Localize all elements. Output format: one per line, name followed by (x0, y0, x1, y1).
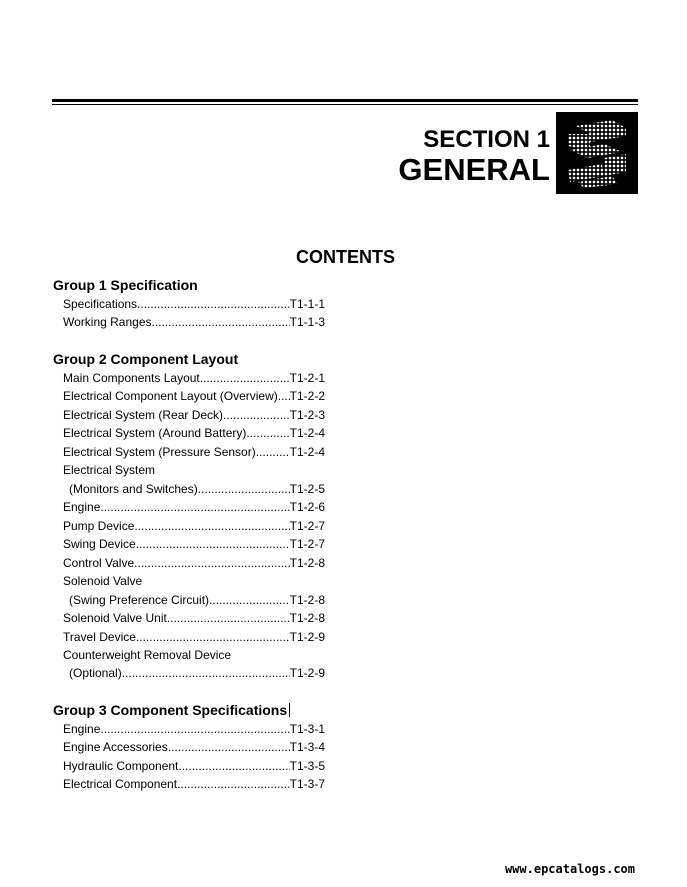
toc-leader-dots (223, 408, 290, 422)
header-rule-thick (52, 99, 638, 102)
toc-entry[interactable] (63, 759, 325, 773)
toc-entry[interactable] (63, 500, 325, 514)
toc-entry-label: (Optional) (69, 666, 122, 680)
contents-heading: CONTENTS (296, 247, 395, 267)
group-3-title (53, 702, 290, 718)
toc-entry-heading[interactable]: Electrical System (63, 463, 156, 477)
toc-entry-label: Working Ranges (63, 315, 152, 329)
toc-entry-label: Hydraulic Component (63, 759, 179, 773)
toc-leader-dots (278, 389, 290, 403)
toc-entry-page: T1-3-7 (289, 777, 325, 791)
toc-entry-label: Engine (63, 722, 101, 736)
toc-leader-dots (100, 722, 289, 736)
toc-entry-heading[interactable]: Counterweight Removal Device (63, 648, 232, 662)
toc-entry-label: Main Components Layout (63, 371, 200, 385)
toc-entry-page: T1-2-8 (289, 593, 325, 607)
toc-leader-dots (168, 740, 290, 754)
toc-entry-label: Electrical Component Layout (Overview) (63, 389, 278, 403)
toc-leader-dots (177, 777, 290, 791)
toc-entry[interactable] (63, 297, 325, 311)
toc-entry[interactable] (63, 408, 325, 422)
toc-entry-label: (Monitors and Switches) (69, 482, 198, 496)
toc-entry-label: Electrical System (Pressure Sensor) (63, 445, 256, 459)
toc-entry[interactable] (63, 611, 325, 625)
section-number: SECTION 1 (423, 126, 550, 153)
toc-entry-label: Control Valve (63, 556, 135, 570)
footer-url-link[interactable]: www.epcatalogs.com (504, 862, 635, 876)
toc-leader-dots (209, 593, 290, 607)
toc-leader-dots (134, 556, 290, 570)
toc-entry[interactable] (63, 722, 325, 736)
group-1-title: Group 1 Specification (53, 277, 198, 293)
toc-leader-dots (167, 611, 290, 625)
toc-leader-dots (137, 297, 290, 311)
toc-entry[interactable] (63, 630, 325, 644)
toc-entry-page: T1-2-3 (289, 408, 325, 422)
toc-entry-label: Swing Device (63, 537, 136, 551)
toc-entry-label: Electrical System (Rear Deck) (63, 408, 224, 422)
toc-entry-page: T1-2-8 (289, 556, 325, 570)
toc-entry-page: T1-3-1 (289, 722, 325, 736)
toc-leader-dots (246, 426, 289, 440)
toc-entry-page: T1-2-4 (289, 426, 325, 440)
toc-entry-label: Travel Device (63, 630, 136, 644)
toc-entry-page: T1-3-5 (289, 759, 325, 773)
toc-entry-page: T1-2-9 (289, 630, 325, 644)
toc-entry[interactable] (63, 556, 325, 570)
section-title: GENERAL (398, 152, 550, 187)
toc-leader-dots (178, 759, 289, 773)
toc-entry[interactable] (63, 426, 325, 440)
toc-entry-page: T1-2-8 (289, 611, 325, 625)
toc-entry-page: T1-2-7 (289, 519, 325, 533)
toc-entry-page: T1-2-1 (289, 371, 325, 385)
toc-entry[interactable] (63, 315, 325, 329)
toc-leader-dots (136, 630, 290, 644)
toc-entry-label: Specifications (63, 297, 138, 311)
toc-entry-page: T1-2-6 (289, 500, 325, 514)
toc-entry-page: T1-2-2 (289, 389, 325, 403)
toc-entry[interactable] (63, 389, 325, 403)
toc-entry-label: (Swing Preference Circuit) (69, 593, 210, 607)
toc-leader-dots (200, 371, 290, 385)
toc-entry-label: Engine (63, 500, 101, 514)
toc-entry[interactable] (63, 519, 325, 533)
group-2-title: Group 2 Component Layout (53, 351, 239, 367)
section-logo-icon (556, 112, 638, 194)
text-cursor (289, 703, 290, 717)
toc-entry-label: Electrical Component (63, 777, 178, 791)
toc-entry-label: Engine Accessories (63, 740, 168, 754)
toc-leader-dots (152, 315, 290, 329)
toc-entry-label: Solenoid Valve Unit (63, 611, 167, 625)
toc-entry[interactable] (63, 777, 325, 791)
group-3-title-text: Group 3 Component Specifications (53, 702, 288, 718)
toc-entry[interactable] (63, 482, 325, 496)
toc-entry-heading[interactable]: Solenoid Valve (63, 574, 143, 588)
toc-entry-page: T1-1-1 (289, 297, 325, 311)
toc-entry[interactable] (63, 666, 325, 680)
toc-leader-dots (256, 445, 290, 459)
toc-entry-page: T1-2-9 (289, 666, 325, 680)
toc-entry[interactable] (63, 740, 325, 754)
toc-entry[interactable] (63, 445, 325, 459)
header-rule-thin (52, 104, 638, 105)
toc-entry-page: T1-2-5 (289, 482, 325, 496)
toc-entry-page: T1-1-3 (289, 315, 325, 329)
toc-entry[interactable] (63, 371, 325, 385)
toc-leader-dots (122, 666, 290, 680)
cube-grid-logo-icon (556, 112, 638, 194)
toc-entry-page: T1-2-7 (289, 537, 325, 551)
toc-entry-label: Pump Device (63, 519, 135, 533)
toc-entry[interactable] (63, 537, 325, 551)
toc-leader-dots (136, 537, 290, 551)
toc-leader-dots (134, 519, 289, 533)
toc-leader-dots (100, 500, 289, 514)
toc-entry-page: T1-2-4 (289, 445, 325, 459)
toc-leader-dots (198, 482, 290, 496)
toc-entry-page: T1-3-4 (289, 740, 325, 754)
toc-entry-label: Electrical System (Around Battery) (63, 426, 247, 440)
toc-entry[interactable] (63, 593, 325, 607)
